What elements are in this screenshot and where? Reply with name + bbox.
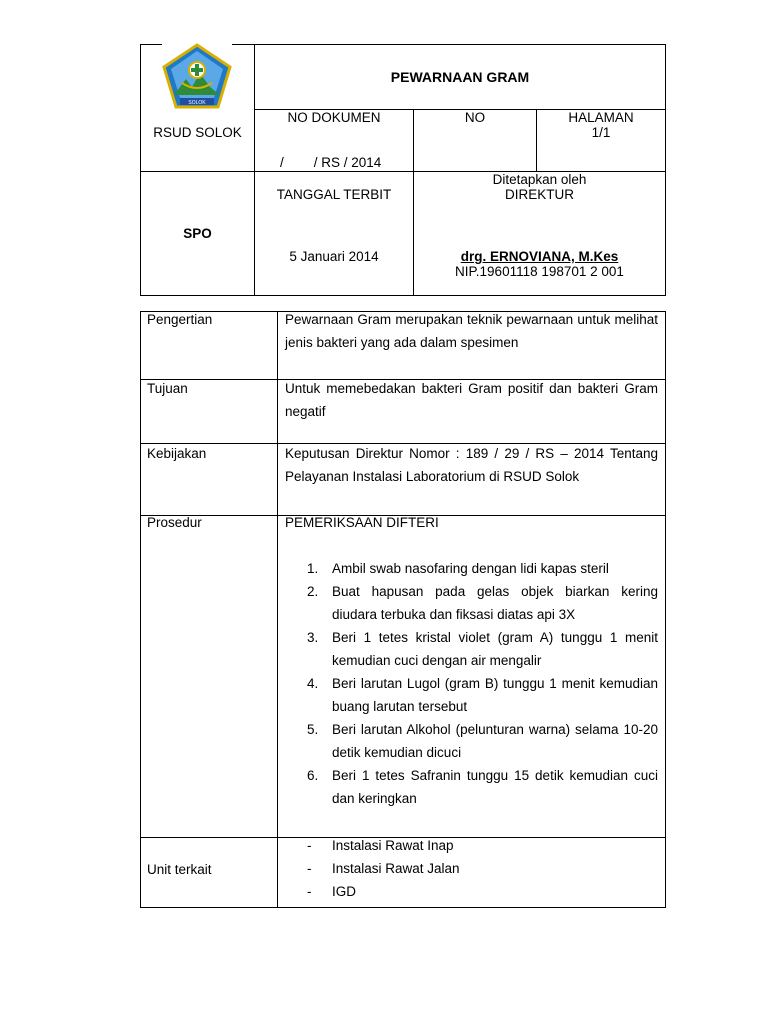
spo-label: SPO — [183, 226, 212, 241]
pengertian-text: Pewarnaan Gram merupakan teknik pewarnaan untuk melihat jenis bakteri yang ada dalam spesimen — [285, 312, 658, 350]
hospital-name: RSUD SOLOK — [153, 125, 242, 140]
tanggal-terbit-value: 5 Januari 2014 — [289, 249, 379, 264]
unit-item: - Instalasi Rawat Inap — [307, 838, 454, 853]
halaman-value: 1/1 — [591, 125, 611, 140]
no-dokumen-label: NO DOKUMEN — [287, 110, 381, 125]
tujuan-text: Untuk memebedakan bakteri Gram positif dan bakteri Gram negatif — [285, 381, 658, 419]
header-bottom-border — [140, 295, 666, 296]
procedure-step: 1. Ambil swab nasofaring dengan lidi kapas steril — [307, 561, 609, 576]
procedure-step: 4. Beri larutan Lugol (gram B) tunggu 1 menit kemudian buang larutan tersebut — [307, 676, 658, 714]
header-left-border — [140, 44, 141, 296]
no-dokumen-value: / / RS / 2014 — [280, 155, 382, 170]
procedure-step: 3. Beri 1 tetes kristal violet (gram A) tunggu 1 menit kemudian cuci dengan air mengalir — [307, 630, 658, 668]
direktur-label: DIREKTUR — [504, 187, 574, 202]
body-left-border — [140, 311, 141, 908]
signer-nip: NIP.19601118 198701 2 001 — [455, 264, 624, 279]
header-top-border — [232, 44, 666, 45]
procedure-step: 5. Beri larutan Alkohol (pelunturan warna) selama 10-20 detik kemudian dicuci — [307, 722, 658, 760]
rsud-solok-logo — [160, 43, 234, 111]
pengertian-label: Pengertian — [147, 312, 213, 327]
unit-item: - IGD — [307, 884, 357, 899]
unit-item: - Instalasi Rawat Jalan — [307, 861, 460, 876]
tanggal-terbit-label: TANGGAL TERBIT — [276, 187, 392, 202]
logo-text: SOLOK — [188, 100, 206, 106]
unit-list — [307, 834, 658, 903]
procedure-step: 2. Buat hapusan pada gelas objek biarkan kering diudara terbuka dan fiksasi diatas api 3X — [307, 584, 658, 622]
no-label: NO — [464, 110, 486, 125]
halaman-label: HALAMAN — [568, 110, 634, 125]
signer-name: drg. ERNOVIANA, M.Kes — [460, 249, 619, 264]
kebijakan-text: Keputusan Direktur Nomor : 189 / 29 / RS – 2014 Tentang Pelayanan Instalasi Laboratorium di RSUD Solok — [285, 446, 658, 484]
ditetapkan-oleh: Ditetapkan oleh — [492, 172, 587, 187]
header-top-border-left — [140, 44, 162, 45]
body-right-border — [665, 311, 666, 908]
unit-terkait-label: Unit terkait — [147, 862, 212, 877]
procedure-step: 6. Beri 1 tetes Safranin tunggu 15 detik kemudian cuci dan keringkan — [307, 768, 658, 806]
procedure-steps — [307, 557, 658, 810]
header-right-border — [665, 44, 666, 296]
kebijakan-label: Kebijakan — [147, 446, 207, 461]
tujuan-label: Tujuan — [147, 381, 188, 396]
document-title: PEWARNAAN GRAM — [390, 69, 530, 85]
body-bottom-border — [140, 907, 666, 908]
prosedur-heading: PEMERIKSAAN DIFTERI — [285, 515, 439, 530]
body-col-divider — [277, 311, 278, 908]
prosedur-label: Prosedur — [147, 515, 202, 530]
